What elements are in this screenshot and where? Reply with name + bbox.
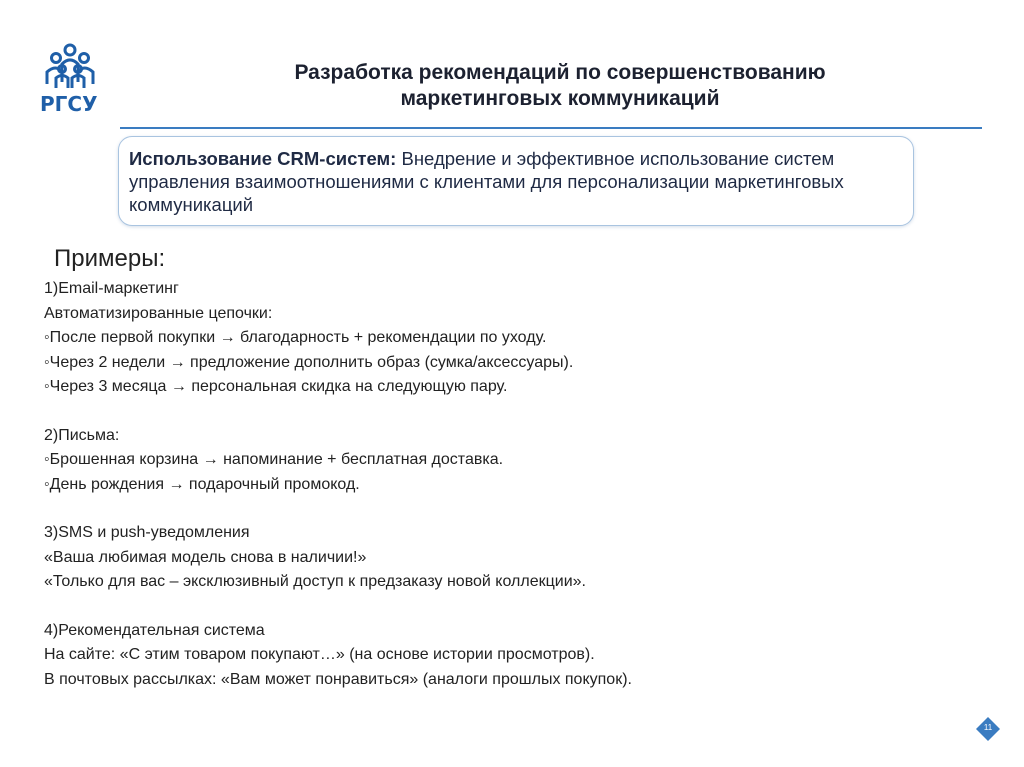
title-line-1: Разработка рекомендаций по совершенствованию — [294, 61, 826, 84]
crm-callout-box — [118, 136, 914, 226]
logo — [40, 42, 100, 122]
list-item: В почтовых рассылках: «Вам может понравиться» (аналоги прошлых покупок). — [44, 670, 632, 688]
title-divider — [120, 127, 982, 129]
list-item: 3)SMS и push-уведомления — [44, 524, 250, 541]
list-item: 2)Письма: — [44, 426, 120, 444]
examples-heading: Примеры: — [54, 245, 166, 272]
list-item: На сайте: «С этим товаром покупают…» (на основе истории просмотров). — [44, 646, 595, 663]
callout-text — [129, 147, 899, 216]
page-number: 11 — [983, 723, 993, 732]
logo-text: РГСУ — [40, 92, 98, 116]
title-line-2: маркетинговых коммуникаций — [400, 87, 720, 110]
list-item: 4)Рекомендательная система — [44, 621, 265, 639]
list-item: ◦Брошенная корзина → напоминание + бесплатная доставка. — [44, 451, 504, 468]
list-item: ◦Через 2 недели → предложение дополнить образ (сумка/аксессуары). — [44, 353, 574, 371]
list-item: ◦После первой покупки → благодарность + рекомендации по уходу. — [44, 329, 547, 346]
examples-content — [44, 244, 944, 692]
list-item: «Ваша любимая модель снова в наличии!» — [44, 548, 367, 566]
list-item: «Только для вас – эксклюзивный доступ к предзаказу новой коллекции». — [44, 573, 586, 590]
callout-bold: Использование CRM-систем: — [129, 148, 397, 169]
page-title — [180, 60, 940, 112]
callout-body: Внедрение и эффективное использование систем управления взаимоотношениями с клиентами для персонализации маркетинговых коммуникаций — [129, 148, 844, 215]
list-item: Автоматизированные цепочки: — [44, 304, 273, 322]
people-icon — [42, 42, 98, 92]
list-item: ◦День рождения → подарочный промокод. — [44, 475, 360, 493]
list-item: ◦Через 3 месяца → персональная скидка на следующую пару. — [44, 378, 508, 395]
list-item: 1)Email-маркетинг — [44, 280, 179, 297]
